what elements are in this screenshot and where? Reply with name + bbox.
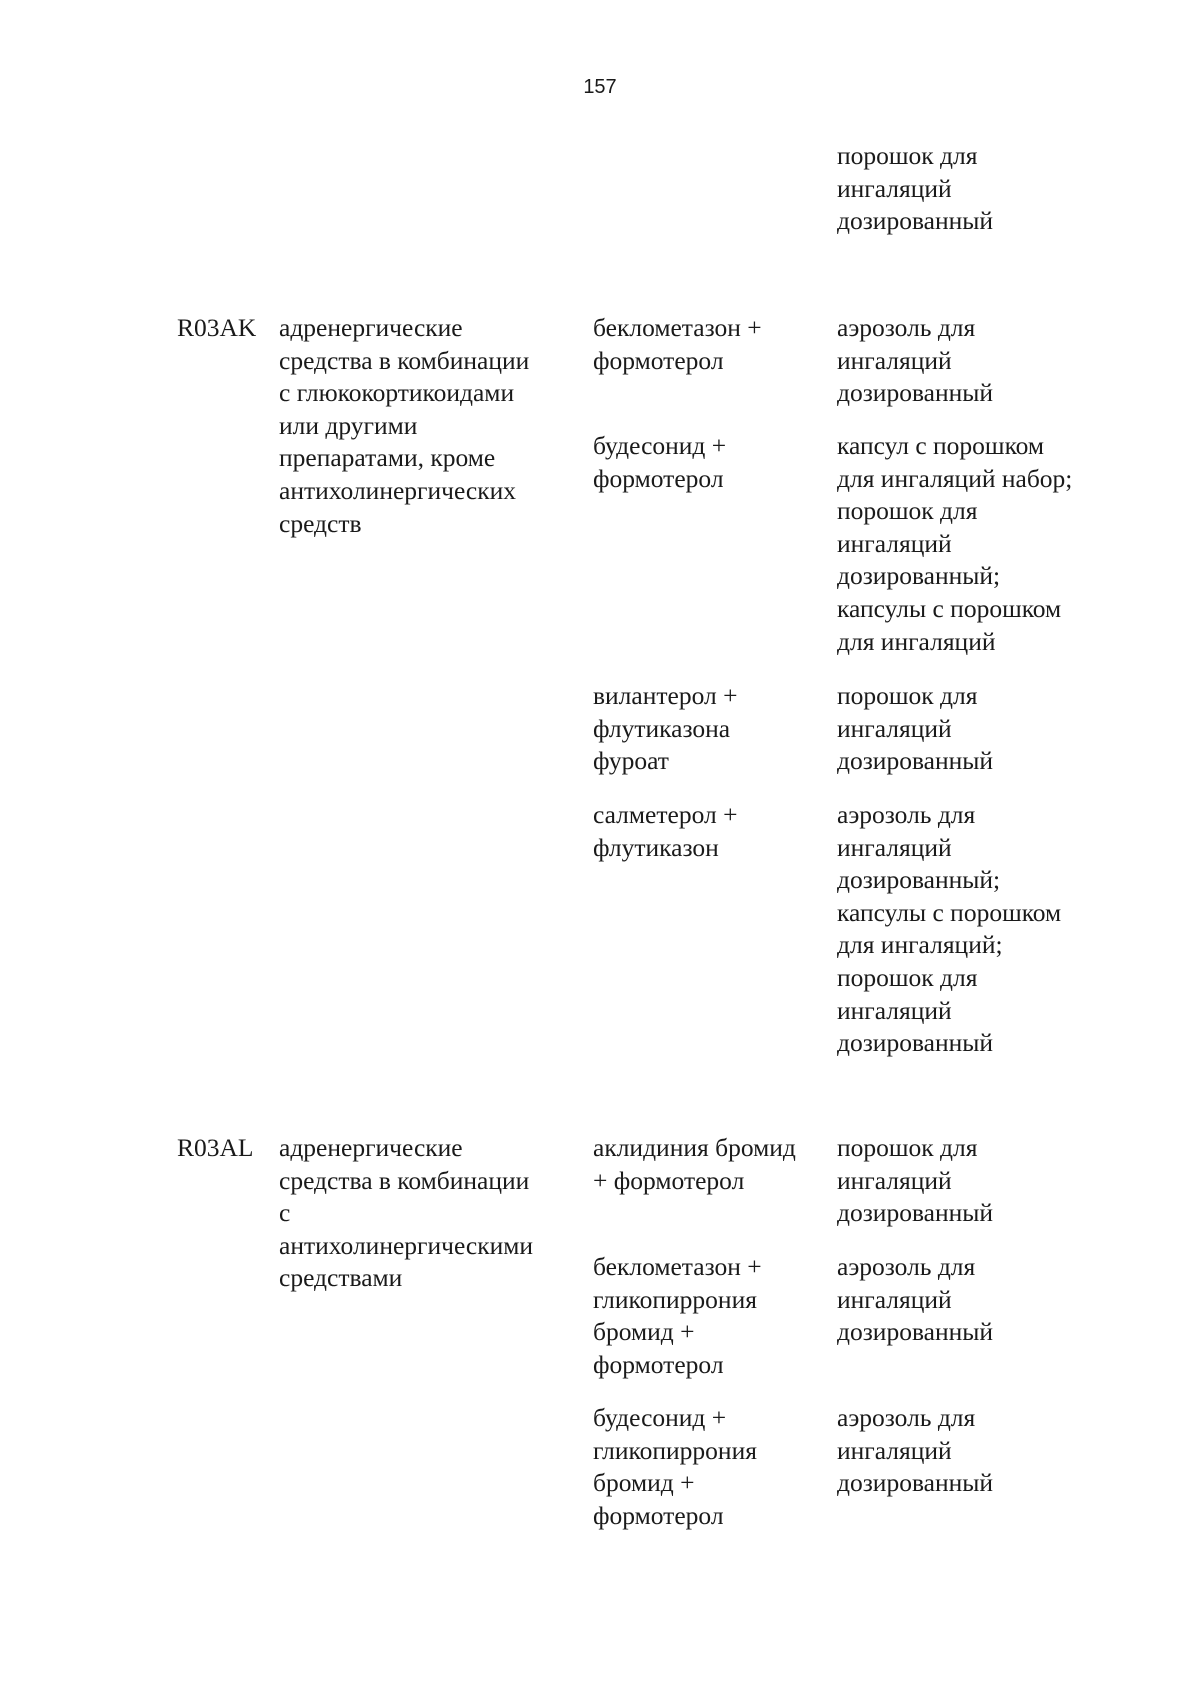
dosage-form: аэрозоль для ингаляций дозированный; капсулы с порошком для ингаляций; порошок для ингаляций дозированный — [837, 800, 1062, 1058]
continuation-dosage-form: порошок для ингаляций дозированный — [837, 141, 994, 236]
active-substance: вилантерол + флутиказона фуроат — [593, 681, 738, 776]
dosage-form: капсул с порошком для ингаляций набор; порошок для ингаляций дозированный; капсулы с порошком для ингаляций — [837, 431, 1073, 656]
dosage-form: аэрозоль для ингаляций дозированный — [837, 313, 994, 408]
active-substance: будесонид + формотерол — [593, 431, 727, 493]
dosage-form: порошок для ингаляций дозированный — [837, 681, 994, 776]
atc-group-name: адренергические средства в комбинации с антихолинергическими средствами — [279, 1133, 534, 1293]
active-substance: будесонид + гликопиррония бромид + формотерол — [593, 1403, 757, 1530]
dosage-form: порошок для ингаляций дозированный — [837, 1133, 994, 1228]
dosage-form: аэрозоль для ингаляций дозированный — [837, 1252, 994, 1347]
atc-code: R03AL — [177, 1133, 254, 1162]
active-substance: беклометазон + формотерол — [593, 313, 762, 375]
active-substance: салметерол + флутиказон — [593, 800, 738, 862]
atc-code: R03AK — [177, 313, 257, 342]
active-substance: беклометазон + гликопиррония бромид + формотерол — [593, 1252, 762, 1379]
dosage-form: аэрозоль для ингаляций дозированный — [837, 1403, 994, 1498]
atc-group-name: адренергические средства в комбинации с глюкокортикоидами или другими препаратами, кроме антихолинергических средств — [279, 313, 530, 538]
active-substance: аклидиния бромид + формотерол — [593, 1133, 796, 1195]
page-number: 157 — [583, 76, 617, 98]
